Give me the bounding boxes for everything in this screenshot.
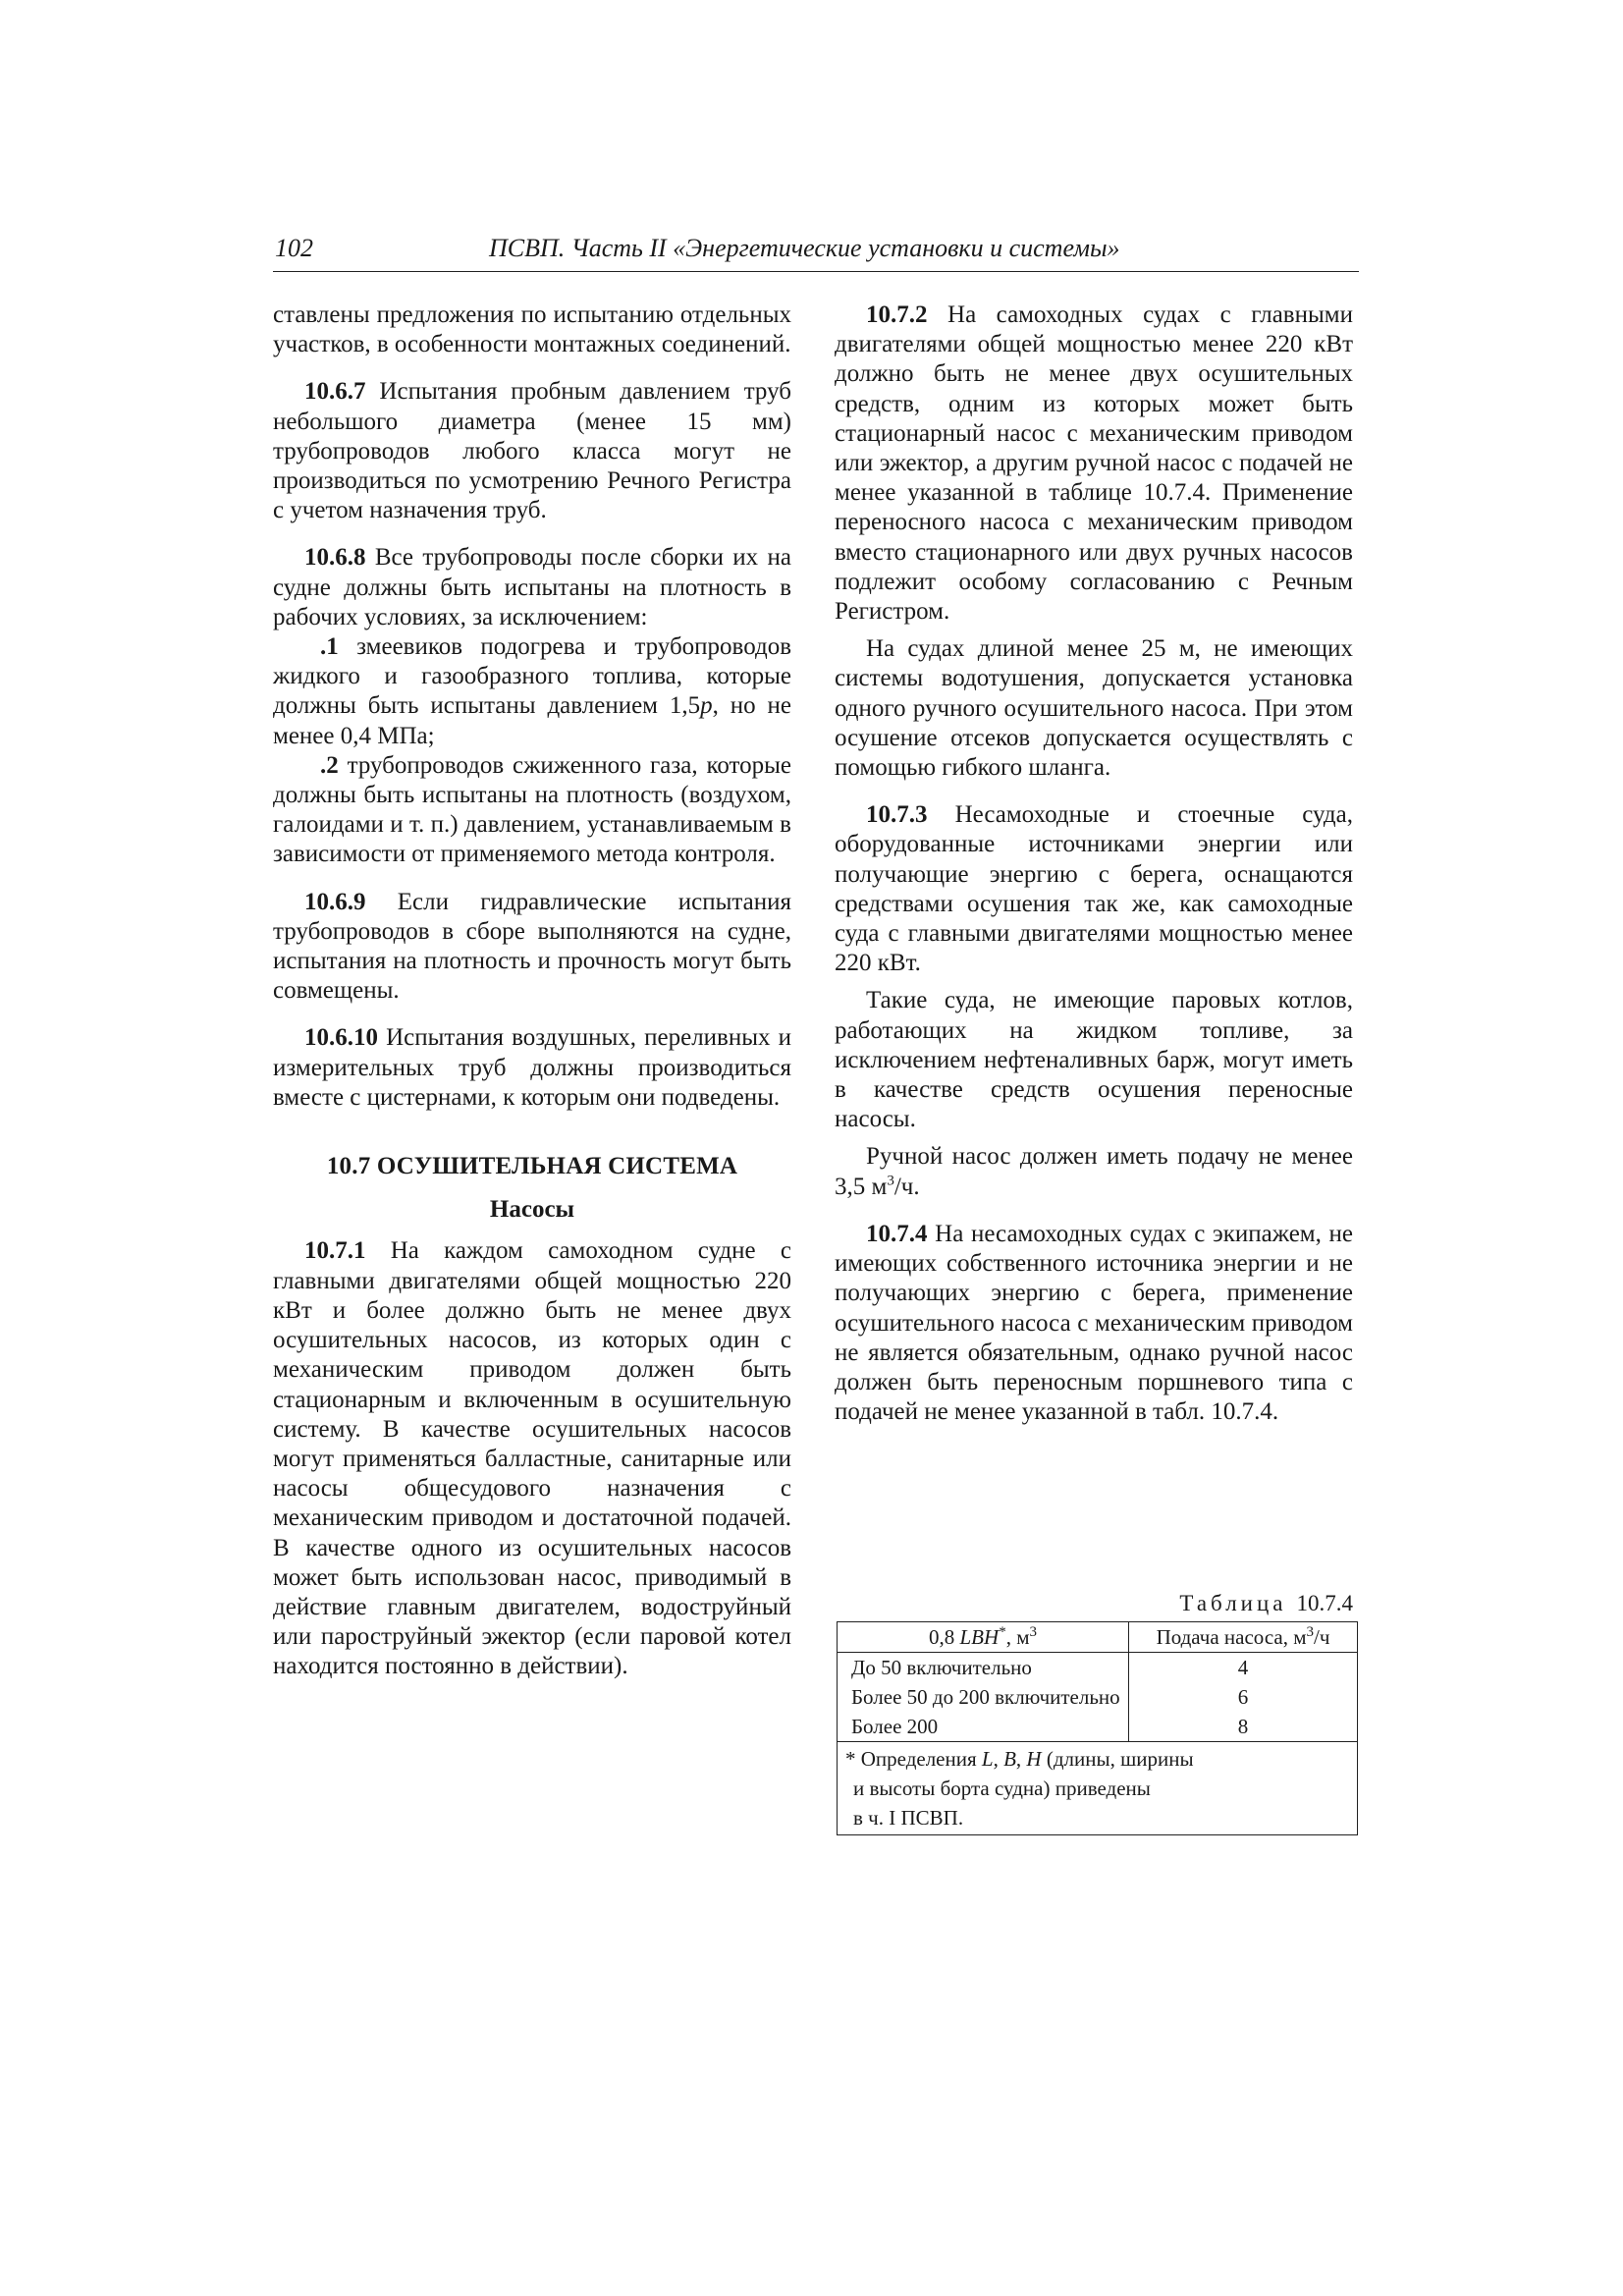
paragraph-text: Ручной насос должен иметь подачу не менее 3,5 м	[835, 1143, 1353, 1200]
header-text: 0,8	[929, 1625, 960, 1649]
pressure-symbol: p	[700, 692, 713, 720]
clause-text: Испытания воздушных, переливных и измерительных труб должны производиться вместе с цистернами, к которым они подведены.	[273, 1024, 791, 1111]
clause-text: Несамоходные и стоечные суда, оборудованные источниками энергии или получающие энергию с берега, оснащаются средствами осушения так же, как самоходные суда с главными двигателями мощностью менее 220 кВт.	[835, 801, 1353, 977]
table-cell-range: Более 200	[838, 1712, 1129, 1742]
table-cell-flow: 6	[1129, 1682, 1358, 1712]
clause-number: 10.7.2	[866, 301, 928, 328]
separator: ,	[993, 1747, 1004, 1771]
clause-text: На несамоходных судах с экипажем, не имеющих собственного источника энергии и не получающих энергию с берега, применение осушительного насоса с механическим приводом не является обязательным, однако ручной насос должен быть переносным поршневого типа с подачей не менее указанной в табл. 10.7.4.	[835, 1220, 1353, 1426]
superscript: 3	[1306, 1624, 1315, 1640]
paragraph-continuation: ставлены предложения по испытанию отдельных участков, в особенности монтажных соединений.	[273, 301, 791, 358]
clause-10-7-1	[273, 1236, 791, 1681]
symbol-b: B	[1003, 1747, 1016, 1771]
footnote-line-2: и высоты борта судна) приведены	[853, 1777, 1151, 1800]
clause-number: 10.7.1	[304, 1237, 366, 1265]
item-text-end: , но не менее 0,4 МПа;	[273, 692, 791, 749]
header-text: , м	[1005, 1625, 1030, 1649]
clause-text: Все трубопроводы после сборки их на судне должны быть испытаны на плотность в рабочих условиях, за исключением:	[273, 544, 791, 630]
section-title: 10.7 ОСУШИТЕЛЬНАЯ СИСТЕМА	[326, 1153, 738, 1180]
page-number: 102	[275, 234, 313, 262]
paragraph-text-end: /ч.	[893, 1173, 920, 1200]
footnote-text: (длины, ширины	[1041, 1747, 1194, 1771]
list-item-1	[273, 632, 791, 751]
lbh-symbol: LBH	[959, 1625, 1000, 1649]
clause-number: 10.6.7	[304, 378, 366, 406]
clause-number: 10.7.3	[866, 801, 928, 829]
clause-number: 10.6.8	[304, 544, 366, 572]
table-header-row	[838, 1622, 1358, 1653]
symbol-l: L	[981, 1747, 994, 1771]
item-text: трубопроводов сжиженного газа, которые должны быть испытаны на плотность (воздухом, галоидами и т. п.) давлением, устанавливаемым в зависимости от применяемого метода контроля.	[273, 751, 791, 868]
clause-10-6-10	[273, 1023, 791, 1113]
list-item-2	[273, 751, 791, 870]
table-row	[838, 1653, 1358, 1683]
clause-text: Если гидравлические испытания трубопроводов в сборе выполняются на судне, испытания на плотность и прочность могут быть совмещены.	[273, 888, 791, 1005]
item-number: .2	[320, 751, 339, 779]
clause-10-7-3	[835, 800, 1353, 978]
item-number: .1	[320, 633, 339, 661]
right-column	[835, 301, 1353, 1427]
footnote-line-3: в ч. I ПСВП.	[853, 1806, 964, 1830]
paragraph-portable-pumps: Такие суда, не имеющие паровых котлов, работающих на жидком топливе, за исключением нефтеналивных барж, могут иметь в качестве средств осушения переносные насосы.	[835, 987, 1353, 1133]
clause-10-6-8	[273, 543, 791, 632]
clause-text: На самоходных судах с главными двигателями общей мощностью менее 220 кВт должно быть не менее двух осушительных средств, одним из которых может быть стационарный насос с механическим приводом или эжектор, а другим ручной насос с подачей не менее указанной в таблице 10.7.4. Применение переносного насоса с механическим приводом вместо стационарного или двух ручных насосов подлежит особому согласованию с Речным Регистром.	[835, 301, 1353, 626]
left-column	[273, 301, 791, 1682]
clause-text: Испытания пробным давлением труб небольшого диаметра (менее 15 мм) трубопроводов любого класса могут не производиться по усмотрению Речного Регистра с учетом назначения труб.	[273, 378, 791, 524]
table-cell-range: До 50 включительно	[838, 1653, 1129, 1683]
clause-10-6-9	[273, 888, 791, 1007]
footnote-line-1	[845, 1744, 1351, 1774]
running-title: ПСВП. Часть II «Энергетические установки и системы»	[489, 234, 1120, 262]
separator: ,	[1015, 1747, 1027, 1771]
table-caption	[835, 1591, 1353, 1616]
pump-capacity-table	[837, 1621, 1358, 1835]
header-text: /ч	[1314, 1625, 1330, 1649]
subsection-title: Насосы	[489, 1196, 575, 1224]
table-cell-range: Более 50 до 200 включительно	[838, 1682, 1129, 1712]
table-footnote	[838, 1742, 1358, 1835]
superscript: 3	[1029, 1624, 1037, 1640]
clause-number: 10.6.10	[304, 1024, 378, 1052]
clause-number: 10.6.9	[304, 888, 366, 915]
clause-10-7-4	[835, 1220, 1353, 1427]
clause-10-7-2	[835, 301, 1353, 627]
table-cell-flow: 8	[1129, 1712, 1358, 1742]
clause-number: 10.7.4	[866, 1220, 928, 1247]
table-caption-number: 10.7.4	[1296, 1591, 1353, 1615]
header-cell-volume	[838, 1622, 1129, 1653]
paragraph-small-vessels: На судах длиной менее 25 м, не имеющих системы водотушения, допускается установка одного ручного осушительного насоса. При этом осушение отсеков допускается осуществлять с помощью гибкого шланга.	[835, 635, 1353, 782]
superscript: 3	[887, 1173, 894, 1189]
table-caption-word: Таблица	[1179, 1591, 1287, 1615]
footnote-mark: *	[999, 1624, 1006, 1640]
table-cell-flow: 4	[1129, 1653, 1358, 1683]
header-text: Подача насоса, м	[1156, 1625, 1307, 1649]
clause-10-6-7	[273, 377, 791, 525]
table-row	[838, 1682, 1358, 1712]
table-row	[838, 1712, 1358, 1742]
item-text: змеевиков подогрева и трубопроводов жидкого и газообразного топлива, которые должны быть испытаны давлением 1,5	[273, 633, 791, 720]
running-header	[273, 232, 1359, 272]
paragraph-hand-pump	[835, 1142, 1353, 1201]
header-cell-flow	[1129, 1622, 1358, 1653]
symbol-h: H	[1026, 1747, 1042, 1771]
table-footnote-row	[838, 1742, 1358, 1835]
footnote-text: * Определения	[845, 1747, 982, 1771]
clause-text: На каждом самоходном судне с главными двигателями общей мощностью 220 кВт и более должно быть не менее двух осушительных насосов, из которых один с механическим приводом должен быть стационарным и включенным в осушительную систему. В качестве осушительных насосов могут применяться балластные, санитарные или насосы общесудового назначения с механическим приводом и достаточной подачей. В качестве одного из осушительных насосов может быть использован насос, приводимый в действие главным двигателем, водоструйный или пароструйный эжектор (если паровой котел находится постоянно в действии).	[273, 1237, 791, 1680]
